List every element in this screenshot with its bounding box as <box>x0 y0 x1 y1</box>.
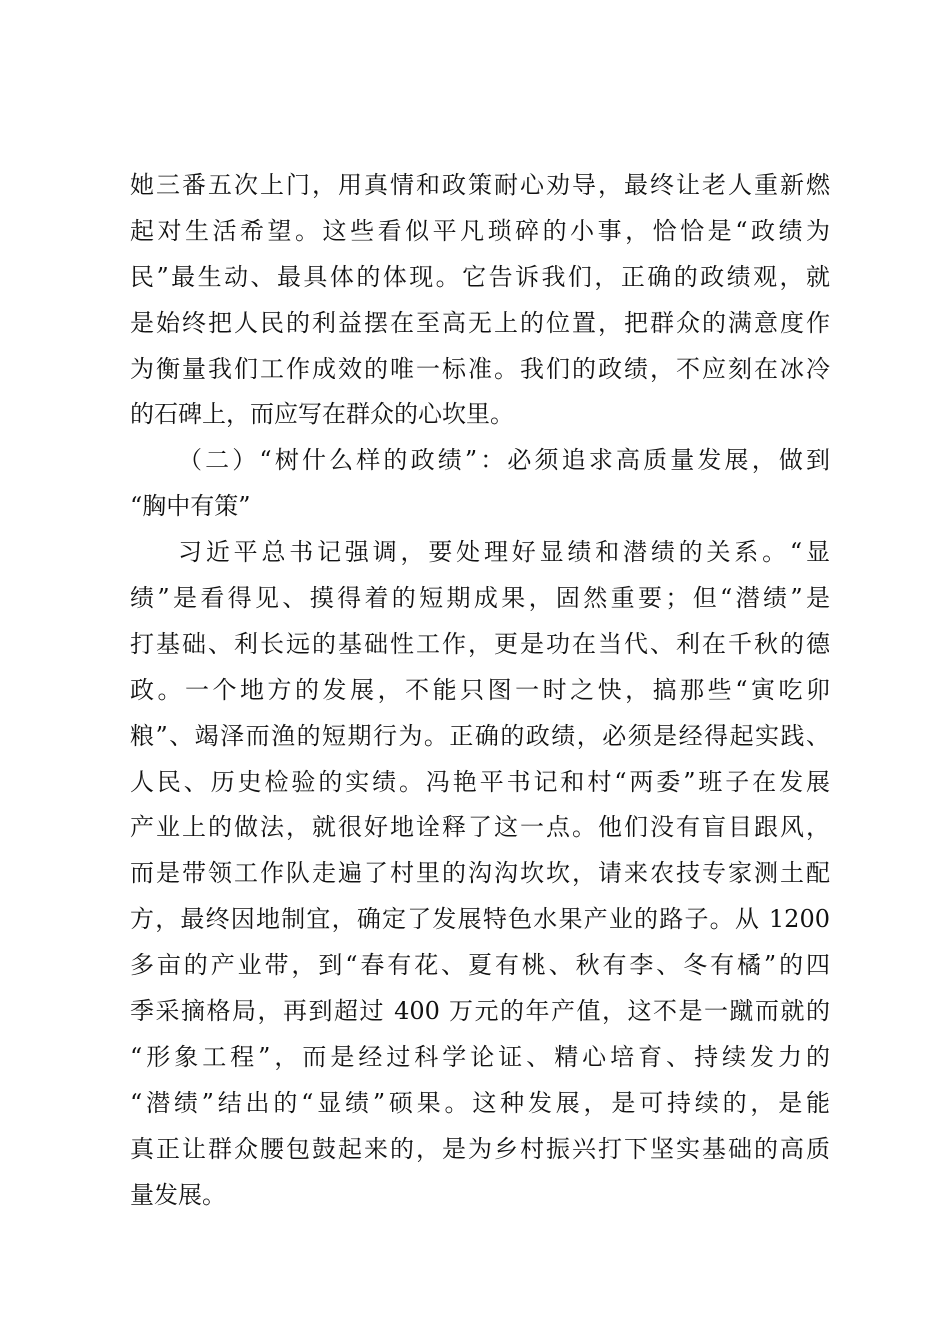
text-line: 季采摘格局，再到超过 400 万元的年产值，这不是一蹴而就的 <box>130 997 830 1026</box>
text-line: （二）“树什么样的政绩”：必须追求高质量发展，做到 <box>178 446 830 475</box>
text-line: 习近平总书记强调，要处理好显绩和潜绩的关系。“显 <box>178 538 830 567</box>
text-line: 起对生活希望。这些看似平凡琐碎的小事，恰恰是“政绩为 <box>130 216 830 245</box>
text-line: 是始终把人民的利益摆在至高无上的位置，把群众的满意度作 <box>130 308 830 337</box>
text-line: 多亩的产业带，到“春有花、夏有桃、秋有李、冬有橘”的四 <box>130 951 830 980</box>
text-line: 打基础、利长远的基础性工作，更是功在当代、利在千秋的德 <box>130 629 830 658</box>
text-line: 产业上的做法，就很好地诠释了这一点。他们没有盲目跟风， <box>130 813 830 842</box>
text-line: 的石碑上，而应写在群众的心坎里。 <box>130 400 514 429</box>
text-line: 方，最终因地制宜，确定了发展特色水果产业的路子。从 1200 <box>130 905 830 934</box>
text-line: 而是带领工作队走遍了村里的沟沟坎坎，请来农技专家测土配 <box>130 859 830 888</box>
text-line: “胸中有策” <box>130 492 251 521</box>
text-line: “形象工程”，而是经过科学论证、精心培育、持续发力的 <box>130 1042 830 1071</box>
text-line: 人民、历史检验的实绩。冯艳平书记和村“两委”班子在发展 <box>130 767 830 796</box>
text-line: 民”最生动、最具体的体现。它告诉我们，正确的政绩观，就 <box>130 262 830 291</box>
text-line: 绩”是看得见、摸得着的短期成果，固然重要；但“潜绩”是 <box>130 584 830 613</box>
text-line: “潜绩”结出的“显绩”硕果。这种发展，是可持续的，是能 <box>130 1088 830 1117</box>
text-line: 政。一个地方的发展，不能只图一时之快，搞那些“寅吃卯 <box>130 675 830 704</box>
body-text <box>130 163 830 1218</box>
text-line: 量发展。 <box>130 1180 226 1209</box>
text-line: 粮”、竭泽而渔的短期行为。正确的政绩，必须是经得起实践、 <box>130 721 830 750</box>
text-line: 她三番五次上门，用真情和政策耐心劝导，最终让老人重新燃 <box>130 171 830 199</box>
text-line: 真正让群众腰包鼓起来的，是为乡村振兴打下坚实基础的高质 <box>130 1134 830 1163</box>
text-line: 为衡量我们工作成效的唯一标准。我们的政绩，不应刻在冰冷 <box>130 354 830 383</box>
